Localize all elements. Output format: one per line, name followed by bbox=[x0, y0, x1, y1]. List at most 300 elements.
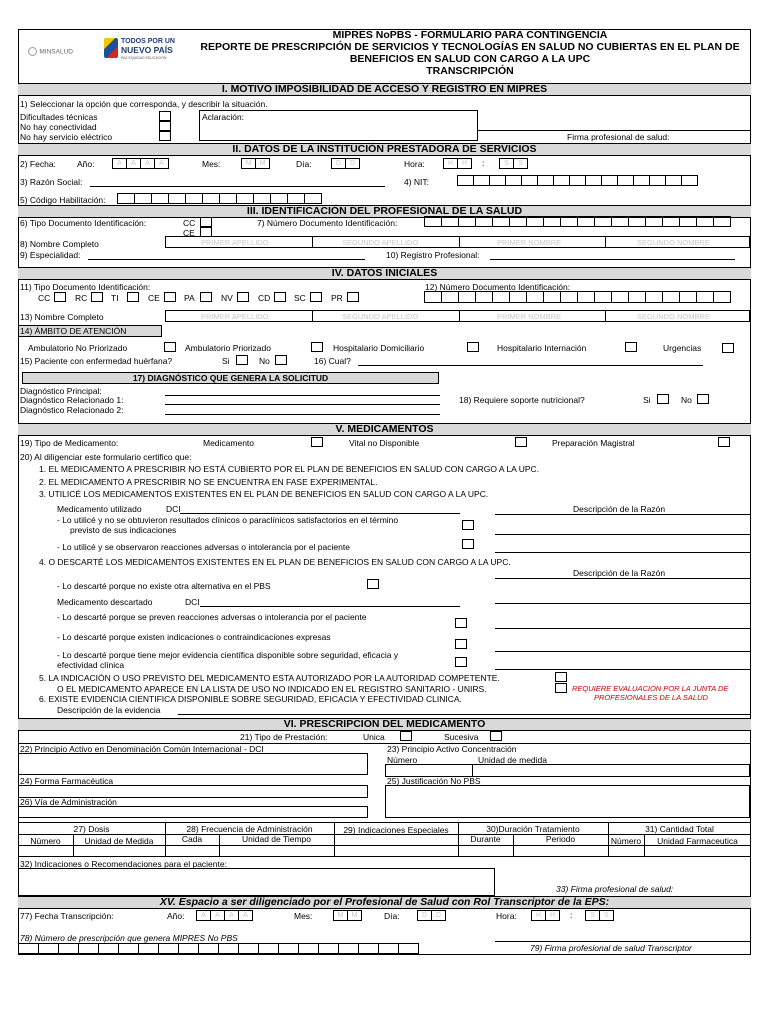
ambito-no-priorizado-label: Ambulatorio No Priorizado bbox=[28, 343, 128, 353]
prescripcion-digit-cell[interactable] bbox=[138, 943, 159, 954]
doc-paciente-digit-cell[interactable] bbox=[475, 291, 493, 303]
doc-type-checkbox-rc[interactable] bbox=[91, 292, 103, 302]
doc-type-label-cc: CC bbox=[38, 293, 51, 303]
doc-digit-cell[interactable] bbox=[526, 216, 544, 227]
codigo-digit-cell[interactable] bbox=[236, 193, 254, 204]
title-line1: MIPRES NoPBS - FORMULARIO PARA CONTINGENCIA bbox=[332, 29, 608, 41]
section-4-header: IV. DATOS INICIALES bbox=[18, 267, 751, 280]
hora-field[interactable] bbox=[444, 158, 472, 169]
anio-field-2[interactable] bbox=[197, 910, 253, 921]
num-doc-paciente-label: 12) Número Documento Identificación: bbox=[425, 282, 571, 292]
hora-field-2[interactable] bbox=[532, 910, 560, 921]
junta-warning-2: PROFESIONALES DE LA SALUD bbox=[594, 693, 708, 702]
year-cell[interactable]: A bbox=[238, 910, 253, 921]
mes-field-2[interactable] bbox=[334, 910, 362, 921]
doc-type-label-nv: NV bbox=[221, 293, 233, 303]
razon-line[interactable] bbox=[495, 578, 750, 579]
ce-label: CE bbox=[183, 228, 195, 238]
tipo-medicamento-opt: Medicamento bbox=[203, 438, 255, 448]
descarte-1-checkbox[interactable] bbox=[367, 579, 379, 589]
nutricional-si-checkbox[interactable] bbox=[657, 394, 669, 404]
num-prescripcion-field[interactable] bbox=[19, 943, 419, 954]
utilice-2-checkbox[interactable] bbox=[462, 539, 474, 549]
doc-type-label-rc: RC bbox=[75, 293, 88, 303]
utilice-1a: - Lo utilicé y no se obtuvieron resultados clínicos o paraclínicos satisfactorios en el término bbox=[57, 515, 399, 525]
section-6-header: VI. PRESCRIPCION DEL MEDICAMENTO bbox=[18, 718, 751, 731]
month-cell[interactable]: M bbox=[241, 158, 256, 169]
cual-field[interactable] bbox=[358, 365, 703, 366]
num-doc-paciente-field[interactable] bbox=[425, 291, 731, 302]
diag-rel1-field[interactable] bbox=[165, 404, 440, 405]
med-utilizado-field[interactable] bbox=[180, 513, 460, 514]
nutricional-no-label: No bbox=[681, 395, 692, 405]
ambito-no-priorizado-checkbox[interactable] bbox=[164, 342, 176, 352]
dci-label-2: DCI bbox=[185, 597, 200, 607]
doc-paciente-digit-cell[interactable] bbox=[594, 291, 612, 303]
divider bbox=[605, 236, 606, 248]
nombre-paciente-label: 13) Nombre Completo bbox=[20, 312, 104, 322]
nit-digit-cell[interactable] bbox=[585, 175, 602, 186]
doc-digit-cell[interactable] bbox=[492, 216, 510, 227]
hour-cell[interactable]: H bbox=[531, 910, 546, 921]
razon-line[interactable] bbox=[495, 534, 750, 535]
prescripcion-digit-cell[interactable] bbox=[278, 943, 299, 954]
day-cell[interactable]: D bbox=[417, 910, 432, 921]
firma-prescripcion-label: 33) Firma profesional de salud: bbox=[556, 884, 674, 894]
prescripcion-digit-cell[interactable] bbox=[358, 943, 379, 954]
dosis-header: 27) Dosis bbox=[73, 824, 110, 834]
unica-checkbox[interactable] bbox=[400, 731, 412, 741]
concentracion-numero-label: Número bbox=[387, 755, 418, 765]
codigo-field[interactable] bbox=[118, 193, 322, 204]
mes-label-2: Mes: bbox=[294, 911, 313, 921]
doc-type-label-pr: PR bbox=[331, 293, 343, 303]
second-cell[interactable]: S bbox=[499, 158, 514, 169]
doc-digit-cell[interactable] bbox=[611, 216, 629, 227]
num-doc-field[interactable] bbox=[425, 216, 731, 227]
year-cell[interactable]: A bbox=[210, 910, 225, 921]
dosis-unidad-label: Unidad de Medida bbox=[84, 836, 154, 846]
opt-conectividad-checkbox[interactable] bbox=[159, 121, 171, 131]
section-15-header: XV. Espacio a ser diligenciado por el Profesional de Salud con Rol Transcriptor de la EPS: bbox=[18, 896, 751, 909]
year-cell[interactable]: A bbox=[224, 910, 239, 921]
codigo-label: 5) Código Habilitación: bbox=[20, 195, 106, 205]
descarte-2-checkbox[interactable] bbox=[455, 618, 467, 628]
recomendaciones-label: 32) Indicaciones o Recomendaciones para el paciente: bbox=[20, 859, 227, 869]
prescripcion-digit-cell[interactable] bbox=[118, 943, 139, 954]
codigo-digit-cell[interactable] bbox=[134, 193, 152, 204]
razon-line[interactable] bbox=[495, 603, 750, 604]
doc-paciente-digit-cell[interactable] bbox=[424, 291, 442, 303]
cantidad-numero-label: Número bbox=[610, 836, 642, 846]
codigo-digit-cell[interactable] bbox=[304, 193, 322, 204]
dia-label-2: Día: bbox=[384, 911, 400, 921]
diagnostico-title: 17) DIAGNÓSTICO QUE GENERA LA SOLICITUD bbox=[132, 373, 329, 383]
doc-digit-cell[interactable] bbox=[509, 216, 527, 227]
nit-field[interactable] bbox=[458, 175, 698, 186]
flag-icon bbox=[104, 38, 118, 58]
duracion-durante-label: Durante bbox=[470, 834, 501, 844]
month-cell[interactable]: M bbox=[347, 910, 362, 921]
mes-field[interactable] bbox=[242, 158, 270, 169]
doc-type-checkbox-sc[interactable] bbox=[310, 292, 322, 302]
nit-digit-cell[interactable] bbox=[601, 175, 618, 186]
colon: : bbox=[482, 158, 485, 168]
descarte-3: - Lo descarté porque existen indicaciones o contraindicaciones expresas bbox=[57, 632, 331, 642]
day-cell[interactable]: D bbox=[345, 158, 360, 169]
year-cell[interactable]: A bbox=[126, 158, 141, 169]
doc-type-checkbox-ce[interactable] bbox=[164, 292, 176, 302]
nutricional-si-label: Si bbox=[643, 395, 651, 405]
descarte-1: - Lo descarté porque no existe otra alternativa en el PBS bbox=[57, 581, 271, 591]
doc-paciente-digit-cell[interactable] bbox=[441, 291, 459, 303]
doc-type-label-ti: TI bbox=[111, 293, 119, 303]
opt-conectividad-label: No hay conectividad bbox=[20, 122, 97, 132]
segundos-field[interactable] bbox=[500, 158, 528, 169]
razon-line[interactable] bbox=[495, 552, 750, 553]
codigo-digit-cell[interactable] bbox=[185, 193, 203, 204]
prescripcion-digit-cell[interactable] bbox=[18, 943, 39, 954]
cert-5-checkbox-b[interactable] bbox=[555, 683, 567, 693]
anio-label-2: Año: bbox=[167, 911, 185, 921]
doc-digit-cell[interactable] bbox=[713, 216, 731, 227]
huerfana-si-checkbox[interactable] bbox=[236, 355, 248, 365]
desc-evidencia-field[interactable] bbox=[178, 714, 750, 715]
principio-activo-field[interactable] bbox=[18, 753, 368, 775]
med-utilizado-label: Medicamento utilizado bbox=[57, 504, 142, 514]
prescripcion-digit-cell[interactable] bbox=[258, 943, 279, 954]
nit-label: 4) NIT: bbox=[404, 177, 430, 187]
aclaracion-label: Aclaración: bbox=[202, 112, 245, 122]
descarte-3-checkbox[interactable] bbox=[455, 639, 467, 649]
doc-digit-cell[interactable] bbox=[458, 216, 476, 227]
section-2-header: II. DATOS DE LA INSTITUCIÓN PRESTADORA DE SERVICIOS bbox=[18, 143, 751, 156]
desc-evidencia-label: Descripción de la evidencia bbox=[57, 705, 161, 715]
utilice-1-checkbox[interactable] bbox=[462, 520, 474, 530]
month-cell[interactable]: M bbox=[333, 910, 348, 921]
section-1-header: I. MOTIVO IMPOSIBILIDAD DE ACCESO Y REGISTRO EN MIPRES bbox=[18, 83, 751, 96]
logo-line1: TODOS POR UN bbox=[121, 38, 175, 45]
especialidad-label: 9) Especialidad: bbox=[20, 250, 81, 260]
doc-paciente-digit-cell[interactable] bbox=[696, 291, 714, 303]
minsalud-text: MINSALUD bbox=[39, 48, 73, 56]
divider bbox=[605, 310, 606, 322]
prescripcion-digit-cell[interactable] bbox=[218, 943, 239, 954]
divider bbox=[312, 236, 313, 248]
prescripcion-digit-cell[interactable] bbox=[198, 943, 219, 954]
prescripcion-digit-cell[interactable] bbox=[178, 943, 199, 954]
doc-digit-cell[interactable] bbox=[475, 216, 493, 227]
doc-digit-cell[interactable] bbox=[628, 216, 646, 227]
desc-razon-label-2: Descripción de la Razón bbox=[573, 568, 666, 578]
diag-rel1-label: Diagnóstico Relacionado 1: bbox=[20, 395, 124, 405]
doc-digit-cell[interactable] bbox=[424, 216, 442, 227]
codigo-digit-cell[interactable] bbox=[253, 193, 271, 204]
firma-transcriptor-line bbox=[495, 941, 750, 942]
tipo-prestacion-label: 21) Tipo de Prestación: bbox=[240, 732, 328, 742]
logo-line3: PAZ EQUIDAD EDUCACIÓN bbox=[121, 56, 167, 60]
registro-field[interactable] bbox=[490, 259, 735, 260]
cert-3: 3. UTILICÉ LOS MEDICAMENTOS EXISTENTES EN EL PLAN DE BENEFICIOS EN SALUD CON CARGO A LA UPC. bbox=[39, 489, 489, 499]
doc-type-checkbox-cd[interactable] bbox=[274, 292, 286, 302]
doc-digit-cell[interactable] bbox=[543, 216, 561, 227]
doc-type-label-sc: SC bbox=[294, 293, 306, 303]
cert-1: 1. EL MEDICAMENTO A PRESCRIBIR NO ESTÁ CUBIERTO POR EL PLAN DE BENEFICIOS EN SALUD CON CARGO A LA UPC. bbox=[39, 464, 540, 474]
prescripcion-digit-cell[interactable] bbox=[78, 943, 99, 954]
firma-transcriptor-label: 79) Firma profesional de salud Transcriptor bbox=[530, 943, 692, 953]
prescripcion-digit-cell[interactable] bbox=[318, 943, 339, 954]
dci-label: DCI bbox=[166, 504, 181, 514]
form-title bbox=[190, 29, 750, 77]
nit-digit-cell[interactable] bbox=[681, 175, 698, 186]
day-cell[interactable]: D bbox=[431, 910, 446, 921]
doc-digit-cell[interactable] bbox=[662, 216, 680, 227]
doc-digit-cell[interactable] bbox=[560, 216, 578, 227]
sucesiva-label: Sucesiva bbox=[444, 732, 479, 742]
ambito-label: 14) ÁMBITO DE ATENCIÓN bbox=[20, 326, 127, 336]
doc-digit-cell[interactable] bbox=[594, 216, 612, 227]
month-cell[interactable]: M bbox=[255, 158, 270, 169]
nit-digit-cell[interactable] bbox=[473, 175, 490, 186]
frecuencia-cada-label: Cada bbox=[181, 834, 203, 844]
nit-digit-cell[interactable] bbox=[457, 175, 474, 186]
sucesiva-checkbox[interactable] bbox=[490, 731, 502, 741]
tipo-medicamento-label: 19) Tipo de Medicamento: bbox=[20, 438, 119, 448]
codigo-digit-cell[interactable] bbox=[168, 193, 186, 204]
ambito-priorizado-checkbox[interactable] bbox=[311, 342, 323, 352]
via-admin-field[interactable] bbox=[18, 806, 368, 818]
section-5-header: V. MEDICAMENTOS bbox=[18, 423, 751, 436]
frecuencia-header: 28) Frecuencia de Administración bbox=[186, 824, 313, 834]
nit-digit-cell[interactable] bbox=[521, 175, 538, 186]
tipo-medicamento-checkbox[interactable] bbox=[311, 437, 323, 447]
year-cell[interactable]: A bbox=[140, 158, 155, 169]
prescripcion-digit-cell[interactable] bbox=[298, 943, 319, 954]
nit-digit-cell[interactable] bbox=[489, 175, 506, 186]
huerfana-si-label: Si bbox=[222, 356, 230, 366]
tipo-magistral-checkbox[interactable] bbox=[718, 437, 730, 447]
opt-electrico-label: No hay servicio eléctrico bbox=[20, 132, 113, 142]
diag-principal-field[interactable] bbox=[165, 395, 440, 396]
diag-rel2-field[interactable] bbox=[165, 414, 440, 415]
cert-4: 4. O DESCARTÉ LOS MEDICAMENTOS EXISTENTES EN EL PLAN DE BENEFICIOS EN SALUD CON CARGO A LA UPC. bbox=[39, 557, 511, 567]
huerfana-no-checkbox[interactable] bbox=[275, 355, 287, 365]
descarte-4a: - Lo descarté porque tiene mejor evidencia científica disponible sobre seguridad, eficacia y bbox=[57, 650, 399, 660]
anio-label: Año: bbox=[77, 159, 95, 169]
dia-field[interactable] bbox=[332, 158, 360, 169]
descarte-4-checkbox[interactable] bbox=[455, 657, 467, 667]
opt-electrico-checkbox[interactable] bbox=[159, 131, 171, 141]
doc-paciente-digit-cell[interactable] bbox=[713, 291, 731, 303]
tipo-vital-checkbox[interactable] bbox=[515, 437, 527, 447]
concentracion-label: 23) Principio Activo Concentración bbox=[387, 744, 517, 754]
nit-digit-cell[interactable] bbox=[505, 175, 522, 186]
hour-cell[interactable]: H bbox=[443, 158, 458, 169]
firma-label: Firma profesional de salud: bbox=[567, 132, 670, 142]
shield-icon bbox=[28, 47, 37, 56]
cantidad-header: 31) Cantidad Total bbox=[645, 824, 714, 834]
doc-type-checkbox-ti[interactable] bbox=[127, 292, 139, 302]
codigo-digit-cell[interactable] bbox=[151, 193, 169, 204]
prescripcion-digit-cell[interactable] bbox=[398, 943, 419, 954]
codigo-digit-cell[interactable] bbox=[219, 193, 237, 204]
junta-warning-1: REQUIERE EVALUACION POR LA JUNTA DE bbox=[572, 684, 729, 693]
concentracion-unidad-label: Unidad de medida bbox=[478, 755, 547, 765]
unica-label: Unica bbox=[363, 732, 385, 742]
title-line3: BENEFICIOS EN SALUD CON CARGO A LA UPC bbox=[349, 53, 591, 65]
nit-digit-cell[interactable] bbox=[649, 175, 666, 186]
doc-paciente-digit-cell[interactable] bbox=[509, 291, 527, 303]
principio-activo-label: 22) Principio Activo en Denominación Común Internacional - DCI bbox=[20, 744, 264, 754]
codigo-digit-cell[interactable] bbox=[287, 193, 305, 204]
year-cell[interactable]: A bbox=[196, 910, 211, 921]
primer-apellido-hint: PRIMER APELLIDO bbox=[201, 312, 269, 321]
nit-digit-cell[interactable] bbox=[617, 175, 634, 186]
year-cell[interactable]: A bbox=[154, 158, 169, 169]
doc-type-label-cd: CD bbox=[258, 293, 271, 303]
divider bbox=[459, 236, 460, 248]
prescripcion-digit-cell[interactable] bbox=[338, 943, 359, 954]
title-line2: REPORTE DE PRESCRIPCIÓN DE SERVICIOS Y TECNOLOGÍAS EN SALUD NO CUBIERTAS EN EL PLAN DE bbox=[200, 41, 740, 53]
day-cell[interactable]: D bbox=[331, 158, 346, 169]
prescripcion-digit-cell[interactable] bbox=[58, 943, 79, 954]
doc-type-label-pa: PA bbox=[184, 293, 195, 303]
second-cell[interactable]: S bbox=[513, 158, 528, 169]
razon-line[interactable] bbox=[495, 669, 750, 670]
anio-field[interactable] bbox=[113, 158, 169, 169]
doc-type-checkbox-cc[interactable] bbox=[54, 292, 66, 302]
doc-digit-cell[interactable] bbox=[577, 216, 595, 227]
registro-label: 10) Registro Profesional: bbox=[386, 250, 480, 260]
doc-type-checkbox-pa[interactable] bbox=[200, 292, 212, 302]
nit-digit-cell[interactable] bbox=[553, 175, 570, 186]
nit-digit-cell[interactable] bbox=[633, 175, 650, 186]
justificacion-label: 25) Justificación No PBS bbox=[387, 776, 481, 786]
cert-2: 2. EL MEDICAMENTO A PRESCRIBIR NO SE ENCUENTRA EN FASE EXPERIMENTAL. bbox=[39, 477, 378, 487]
utilice-2: - Lo utilicé y se observaron reacciones adversas o intolerancia por el paciente bbox=[57, 542, 350, 552]
dia-field-2[interactable] bbox=[418, 910, 446, 921]
nutricional-no-checkbox[interactable] bbox=[697, 394, 709, 404]
recomendaciones-field[interactable] bbox=[18, 868, 495, 896]
firma-line bbox=[478, 130, 750, 131]
dosis-numero-label: Número bbox=[30, 836, 61, 846]
codigo-digit-cell[interactable] bbox=[202, 193, 220, 204]
hour-cell[interactable]: H bbox=[457, 158, 472, 169]
primer-nombre-hint: PRIMER NOMBRE bbox=[497, 238, 562, 247]
razon-line[interactable] bbox=[495, 651, 750, 652]
doc-paciente-digit-cell[interactable] bbox=[492, 291, 510, 303]
especialidad-field[interactable] bbox=[88, 259, 365, 260]
med-descartado-label: Medicamento descartado bbox=[57, 597, 153, 607]
doc-digit-cell[interactable] bbox=[679, 216, 697, 227]
prescripcion-digit-cell[interactable] bbox=[158, 943, 179, 954]
doc-digit-cell[interactable] bbox=[696, 216, 714, 227]
doc-paciente-digit-cell[interactable] bbox=[543, 291, 561, 303]
fecha-label: 2) Fecha: bbox=[20, 159, 56, 169]
doc-type-checkbox-nv[interactable] bbox=[237, 292, 249, 302]
codigo-digit-cell[interactable] bbox=[117, 193, 135, 204]
doc-type-label-ce: CE bbox=[148, 293, 160, 303]
segundo-nombre-hint: SEGUNDO NOMBRE bbox=[637, 238, 710, 247]
mes-label: Mes: bbox=[202, 159, 221, 169]
nit-digit-cell[interactable] bbox=[665, 175, 682, 186]
ambito-internacion-checkbox[interactable] bbox=[625, 342, 637, 352]
desc-razon-label: Descripción de la Razón bbox=[573, 504, 666, 514]
doc-paciente-digit-cell[interactable] bbox=[628, 291, 646, 303]
tipo-doc-paciente-label: 11) Tipo Documento Identificación: bbox=[20, 282, 151, 292]
ambito-urgencias-label: Urgencias bbox=[663, 343, 702, 353]
cual-label: 16) Cual? bbox=[314, 356, 351, 366]
razon-field[interactable] bbox=[90, 186, 385, 187]
doc-paciente-digit-cell[interactable] bbox=[611, 291, 629, 303]
razon-line[interactable] bbox=[495, 628, 750, 629]
year-cell[interactable]: A bbox=[112, 158, 127, 169]
primer-apellido-hint: PRIMER APELLIDO bbox=[201, 238, 269, 247]
doc-paciente-digit-cell[interactable] bbox=[645, 291, 663, 303]
opt-dificultades-checkbox[interactable] bbox=[159, 111, 171, 121]
doc-digit-cell[interactable] bbox=[645, 216, 663, 227]
doc-paciente-digit-cell[interactable] bbox=[560, 291, 578, 303]
minsalud-logo bbox=[28, 46, 73, 56]
hour-cell[interactable]: H bbox=[545, 910, 560, 921]
segundos-field-2[interactable] bbox=[586, 910, 614, 921]
razon-line[interactable] bbox=[495, 514, 750, 515]
second-cell[interactable]: S bbox=[599, 910, 614, 921]
opt-dificultades-label: Dificultades técnicas bbox=[20, 112, 98, 122]
descarte-4b: efectividad clínica bbox=[57, 660, 125, 670]
divider bbox=[459, 310, 460, 322]
huerfana-no-label: No bbox=[259, 356, 270, 366]
doc-paciente-digit-cell[interactable] bbox=[662, 291, 680, 303]
frecuencia-unidad-label: Unidad de Tiempo bbox=[242, 834, 311, 844]
forma-farm-label: 24) Forma Farmacéutica bbox=[20, 776, 114, 786]
prescripcion-digit-cell[interactable] bbox=[378, 943, 399, 954]
doc-paciente-digit-cell[interactable] bbox=[679, 291, 697, 303]
cc-checkbox[interactable] bbox=[200, 217, 212, 227]
q1-label: 1) Seleccionar la opción que corresponda, y describir la situación. bbox=[20, 99, 268, 109]
tipo-doc-label: 6) Tipo Documento Identificación: bbox=[20, 218, 147, 228]
doc-paciente-digit-cell[interactable] bbox=[458, 291, 476, 303]
cantidad-unidad-label: Unidad Farmaceutica bbox=[657, 836, 738, 846]
justificacion-field[interactable] bbox=[385, 785, 750, 818]
via-admin-label: 26) Vía de Administración bbox=[20, 797, 117, 807]
hora-label-2: Hora: bbox=[496, 911, 517, 921]
razon-label: 3) Razón Social: bbox=[20, 177, 83, 187]
med-descartado-field[interactable] bbox=[200, 606, 460, 607]
doc-type-checkbox-pr[interactable] bbox=[347, 292, 359, 302]
section-3-header: III. IDENTIFICACIÓN DEL PROFESIONAL DE LA SALUD bbox=[18, 205, 751, 218]
q20-label: 20) Al diligenciar este formulario certifico que: bbox=[20, 452, 192, 462]
segundo-apellido-hint: SEGUNDO APELLIDO bbox=[342, 312, 419, 321]
second-cell[interactable]: S bbox=[585, 910, 600, 921]
cc-label: CC bbox=[183, 218, 196, 228]
ambito-urgencias-checkbox[interactable] bbox=[722, 343, 734, 353]
nit-digit-cell[interactable] bbox=[537, 175, 554, 186]
doc-paciente-digit-cell[interactable] bbox=[526, 291, 544, 303]
fecha-transcripcion-label: 77) Fecha Transcripción: bbox=[20, 911, 114, 921]
duracion-header: 30)Duración Tratamiento bbox=[486, 824, 580, 834]
prescripcion-digit-cell[interactable] bbox=[98, 943, 119, 954]
cert-5-checkbox-a[interactable] bbox=[555, 672, 567, 682]
ambito-domiciliario-checkbox[interactable] bbox=[467, 342, 479, 352]
prescripcion-digit-cell[interactable] bbox=[238, 943, 259, 954]
prescripcion-digit-cell[interactable] bbox=[38, 943, 59, 954]
doc-paciente-digit-cell[interactable] bbox=[577, 291, 595, 303]
descarte-2: - Lo descarté porque se preven reacciones adversas o intolerancia por el paciente bbox=[57, 612, 367, 622]
nit-digit-cell[interactable] bbox=[569, 175, 586, 186]
doc-digit-cell[interactable] bbox=[441, 216, 459, 227]
codigo-digit-cell[interactable] bbox=[270, 193, 288, 204]
